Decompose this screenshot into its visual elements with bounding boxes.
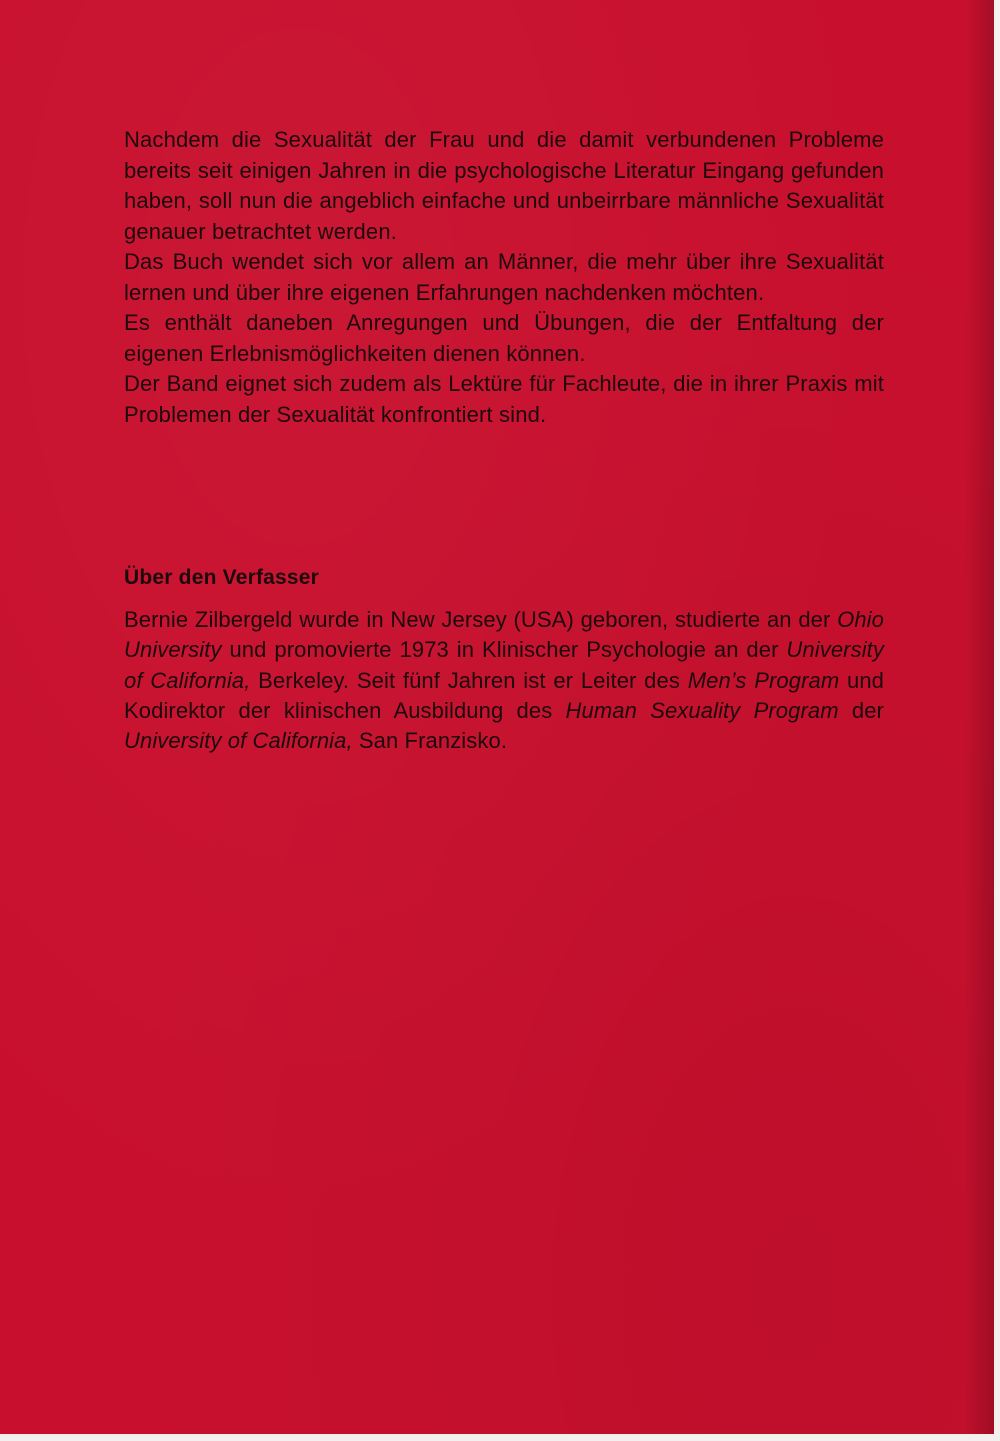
bio-program: Men’s Program	[687, 667, 840, 693]
bio-text: der	[838, 697, 884, 723]
bio-text: und Kodirektor der klinischen Ausbildung des	[124, 667, 884, 723]
bio-text: Bernie Zilbergeld wurde in New Jersey (USA) geboren, studierte an der	[124, 607, 838, 632]
author-biography	[124, 605, 884, 756]
bio-program: Human Sexuality Program	[565, 697, 839, 723]
cover-edge-shadow	[964, 0, 994, 1434]
blurb-paragraph: Es enthält daneben Anregungen und Übungen, die der Entfaltung der eigenen Erlebnismöglichkeiten dienen können.	[124, 310, 884, 366]
bio-institution: University of California,	[124, 728, 353, 754]
bio-institution: Ohio University	[124, 607, 884, 663]
blurb-paragraph: Nachdem die Sexualität der Frau und die damit verbundenen Probleme bereits seit einigen Jahren in die psychologische Literatur Eingang gefunden haben, soll nun die angeblich einfache und unbeirrbare männliche Sexualität genauer betrachtet werden.	[124, 127, 884, 244]
bio-text: Berkeley. Seit fünf Jahren ist er Leiter des	[250, 667, 688, 693]
bio-text: San Franzisko.	[352, 728, 508, 754]
bio-text: und promovierte 1973 in Klinischer Psychologie an der	[221, 637, 787, 663]
bio-institution: University of California,	[124, 637, 884, 693]
author-heading: Über den Verfasser	[124, 566, 320, 589]
blurb-paragraph: Der Band eignet sich zudem als Lektüre für Fachleute, die in ihrer Praxis mit Problemen der Sexualität konfrontiert sind.	[124, 371, 884, 427]
blurb-paragraph: Das Buch wendet sich vor allem an Männer, die mehr über ihre Sexualität lernen und über ihre eigenen Erfahrungen nachdenken möchten.	[124, 249, 884, 305]
blurb-text	[124, 125, 884, 430]
